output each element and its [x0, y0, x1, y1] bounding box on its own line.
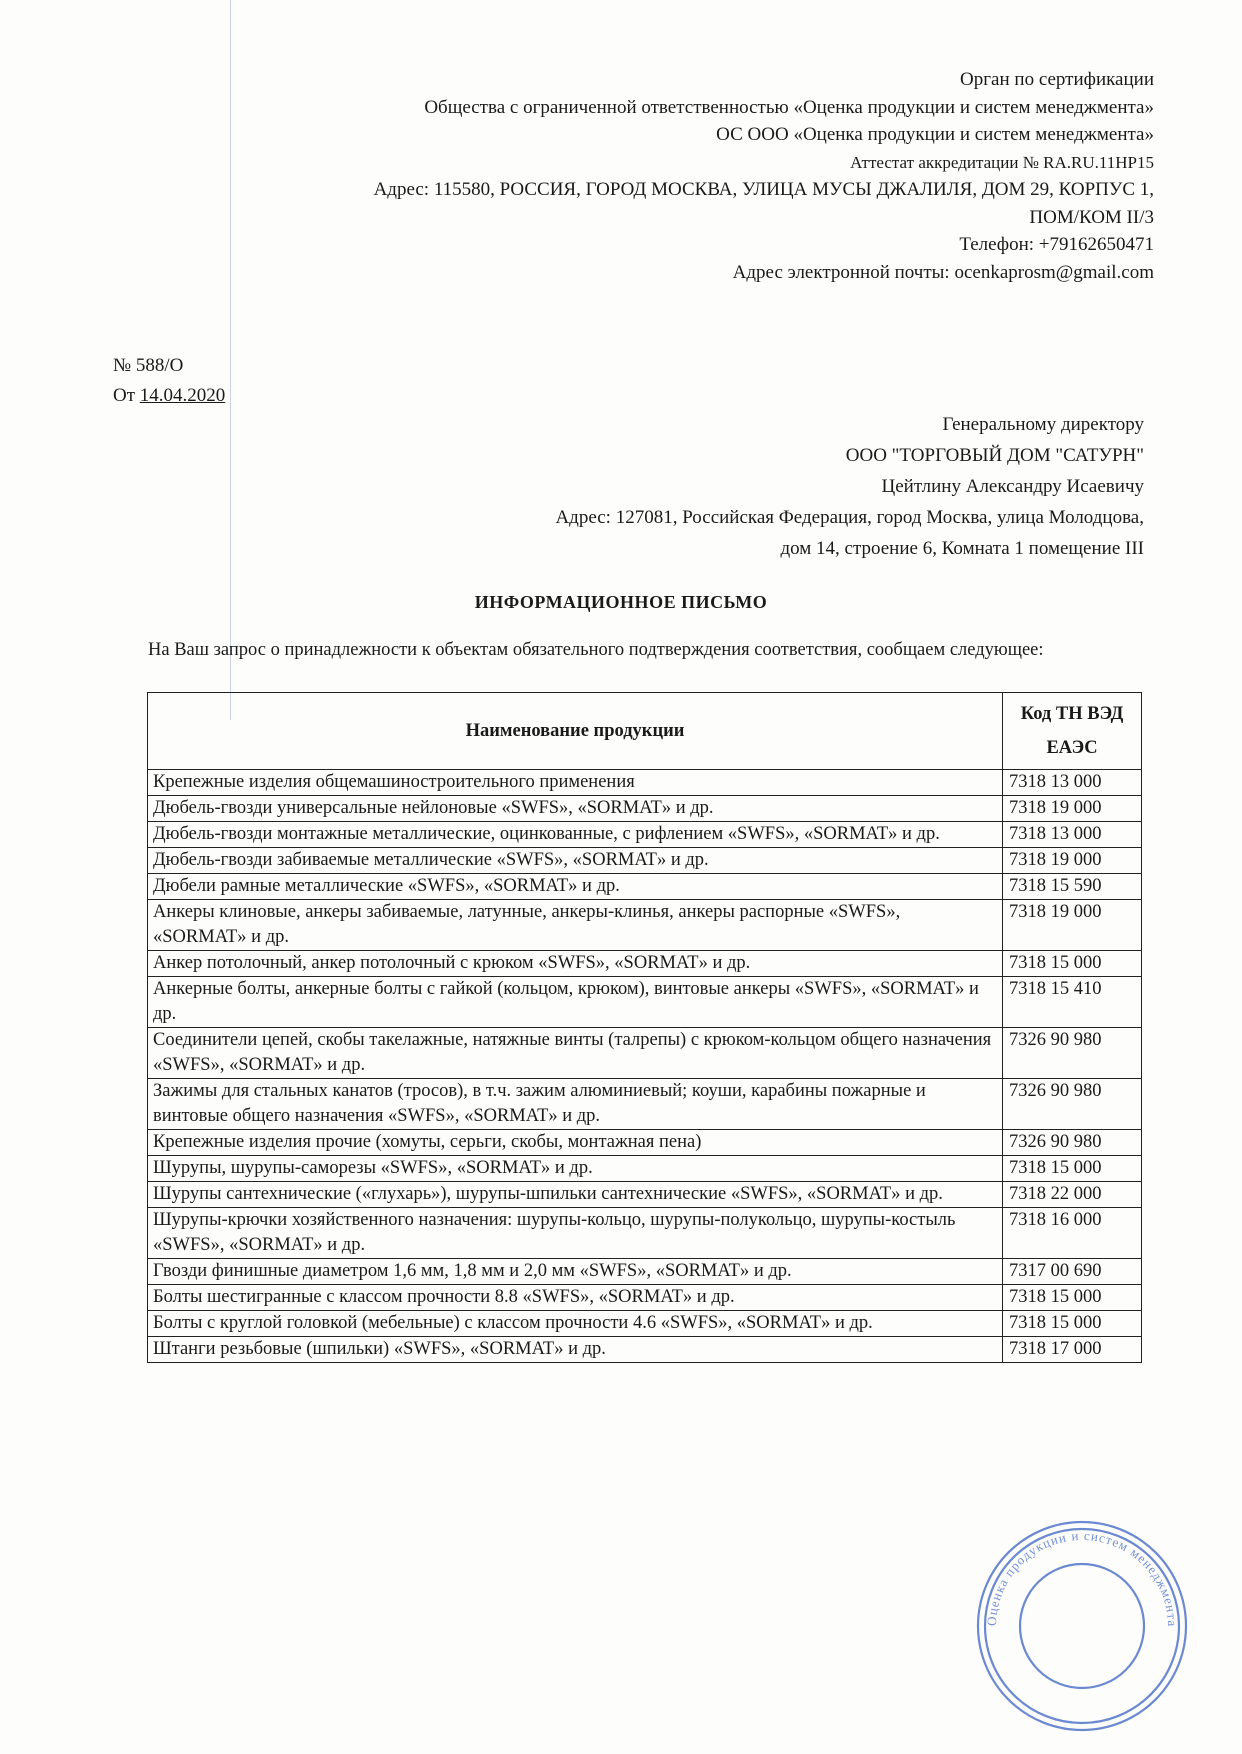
product-name: Шурупы-крючки хозяйственного назначения: шурупы-кольцо, шурупы-полукольцо, шурупы-костыль «SWFS», «SORMAT» и др. — [148, 1208, 1003, 1259]
product-code: 7318 19 000 — [1003, 900, 1142, 951]
product-name: Болты шестигранные с классом прочности 8.8 «SWFS», «SORMAT» и др. — [148, 1285, 1003, 1311]
issuer-line: Телефон: +79162650471 — [959, 234, 1154, 255]
certification-stamp — [972, 1516, 1192, 1736]
issuer-line: ПОМ/КОМ II/3 — [1029, 206, 1154, 228]
recipient-line: ООО "ТОРГОВЫЙ ДОМ "САТУРН" — [845, 445, 1144, 466]
stamp-text — [984, 1528, 1180, 1627]
product-code: 7318 22 000 — [1003, 1182, 1142, 1208]
table-row — [148, 1079, 1142, 1130]
recipient-block — [244, 409, 1144, 564]
product-code: 7326 90 980 — [1003, 1079, 1142, 1130]
table-row — [148, 822, 1142, 848]
product-code: 7318 15 000 — [1003, 1156, 1142, 1182]
product-code: 7326 90 980 — [1003, 1028, 1142, 1079]
product-name: Шурупы сантехнические («глухарь»), шурупы-шпильки сантехнические «SWFS», «SORMAT» и др. — [148, 1182, 1003, 1208]
product-name: Крепежные изделия общемашиностроительного применения — [148, 770, 1003, 796]
product-name: Штанги резьбовые (шпильки) «SWFS», «SORMAT» и др. — [148, 1337, 1003, 1363]
product-code: 7318 15 000 — [1003, 1285, 1142, 1311]
product-name: Дюбель-гвозди универсальные нейлоновые «SWFS», «SORMAT» и др. — [148, 796, 1003, 822]
product-name: Крепежные изделия прочие (хомуты, серьги, скобы, монтажная пена) — [148, 1130, 1003, 1156]
table-row — [148, 796, 1142, 822]
product-name: Дюбель-гвозди монтажные металлические, оцинкованные, с рифлением «SWFS», «SORMAT» и др. — [148, 822, 1003, 848]
products-table — [147, 692, 1142, 1363]
product-name: Зажимы для стальных канатов (тросов), в т.ч. зажим алюминиевый; коуши, карабины пожарные и винтовые общего назначения «SWFS», «SORMAT» и др. — [148, 1079, 1003, 1130]
stamp-arc-text: Оценка продукции и систем менеджмента — [983, 1527, 1181, 1628]
document-date-line — [113, 381, 225, 411]
table-row — [148, 1156, 1142, 1182]
recipient-line: дом 14, строение 6, Комната 1 помещение III — [780, 538, 1144, 559]
table-header-row — [148, 693, 1142, 770]
product-name: Анкерные болты, анкерные болты с гайкой (кольцом, крюком), винтовые анкеры «SWFS», «SORMAT» и др. — [148, 977, 1003, 1028]
product-code: 7318 16 000 — [1003, 1208, 1142, 1259]
table-row — [148, 1259, 1142, 1285]
issuer-block — [154, 66, 1154, 286]
date-prefix: От — [113, 385, 140, 406]
issuer-line: Адрес электронной почты: ocenkaprosm@gmail.com — [732, 261, 1154, 283]
product-name: Анкер потолочный, анкер потолочный с крюком «SWFS», «SORMAT» и др. — [148, 951, 1003, 977]
issuer-line: Орган по сертификации — [960, 69, 1154, 90]
issuer-line: ОС ООО «Оценка продукции и систем менеджмента» — [716, 124, 1154, 145]
product-code: 7318 19 000 — [1003, 848, 1142, 874]
product-code: 7318 13 000 — [1003, 822, 1142, 848]
table-row — [148, 1311, 1142, 1337]
stamp-mid-ring — [985, 1529, 1179, 1723]
issuer-line: Аттестат аккредитации № RA.RU.11НР15 — [850, 152, 1154, 172]
product-name: Болты с круглой головкой (мебельные) с классом прочности 4.6 «SWFS», «SORMAT» и др. — [148, 1311, 1003, 1337]
issuer-line: Адрес: 115580, РОССИЯ, ГОРОД МОСКВА, УЛИЦА МУСЫ ДЖАЛИЛЯ, ДОМ 29, КОРПУС 1, — [373, 179, 1154, 200]
table-row — [148, 770, 1142, 796]
table-row — [148, 1337, 1142, 1363]
product-code: 7317 00 690 — [1003, 1259, 1142, 1285]
table-row — [148, 1208, 1142, 1259]
table-row — [148, 1028, 1142, 1079]
table-row — [148, 900, 1142, 951]
table-row — [148, 977, 1142, 1028]
document-number: № 588/О — [113, 355, 184, 376]
table-row — [148, 848, 1142, 874]
table-row — [148, 874, 1142, 900]
product-code: 7318 15 000 — [1003, 951, 1142, 977]
product-code: 7318 17 000 — [1003, 1337, 1142, 1363]
product-name: Дюбель-гвозди забиваемые металлические «SWFS», «SORMAT» и др. — [148, 848, 1003, 874]
product-name: Шурупы, шурупы-саморезы «SWFS», «SORMAT» и др. — [148, 1156, 1003, 1182]
product-code: 7318 15 410 — [1003, 977, 1142, 1028]
product-code: 7318 13 000 — [1003, 770, 1142, 796]
product-name: Дюбели рамные металлические «SWFS», «SORMAT» и др. — [148, 874, 1003, 900]
product-name: Гвозди финишные диаметром 1,6 мм, 1,8 мм и 2,0 мм «SWFS», «SORMAT» и др. — [148, 1259, 1003, 1285]
header-product-name: Наименование продукции — [148, 693, 1003, 770]
table-row — [148, 1285, 1142, 1311]
intro-text: На Ваш запрос о принадлежности к объектам обязательного подтверждения соответствия, сообщаем следующее: — [148, 640, 1044, 660]
document-date: 14.04.2020 — [139, 385, 226, 406]
recipient-line: Генеральному директору — [942, 414, 1144, 435]
product-code: 7318 15 590 — [1003, 874, 1142, 900]
header-code-line2: ЕАЭС — [1046, 738, 1098, 758]
stamp-inner-ring — [1020, 1564, 1144, 1688]
table-row — [148, 1130, 1142, 1156]
table-row — [148, 1182, 1142, 1208]
product-code: 7326 90 980 — [1003, 1130, 1142, 1156]
recipient-line: Адрес: 127081, Российская Федерация, город Москва, улица Молодцова, — [555, 507, 1144, 528]
product-name: Соединители цепей, скобы такелажные, натяжные винты (талрепы) с крюком-кольцом общего назначения «SWFS», «SORMAT» и др. — [148, 1028, 1003, 1079]
document-meta — [113, 351, 225, 411]
table-row — [148, 951, 1142, 977]
header-code-line1: Код ТН ВЭД — [1020, 704, 1124, 724]
header-code — [1003, 693, 1142, 770]
product-code: 7318 19 000 — [1003, 796, 1142, 822]
stamp-rings — [978, 1522, 1186, 1730]
recipient-line: Цейтлину Александру Исаевичу — [881, 476, 1144, 497]
issuer-line: Общества с ограниченной ответственностью «Оценка продукции и систем менеджмента» — [424, 96, 1154, 118]
stamp-outer-ring — [978, 1522, 1186, 1730]
product-name: Анкеры клиновые, анкеры забиваемые, латунные, анкеры-клинья, анкеры распорные «SWFS», «SORMAT» и др. — [148, 900, 1003, 951]
letter-title: ИНФОРМАЦИОННОЕ ПИСЬМО — [474, 592, 768, 612]
product-code: 7318 15 000 — [1003, 1311, 1142, 1337]
